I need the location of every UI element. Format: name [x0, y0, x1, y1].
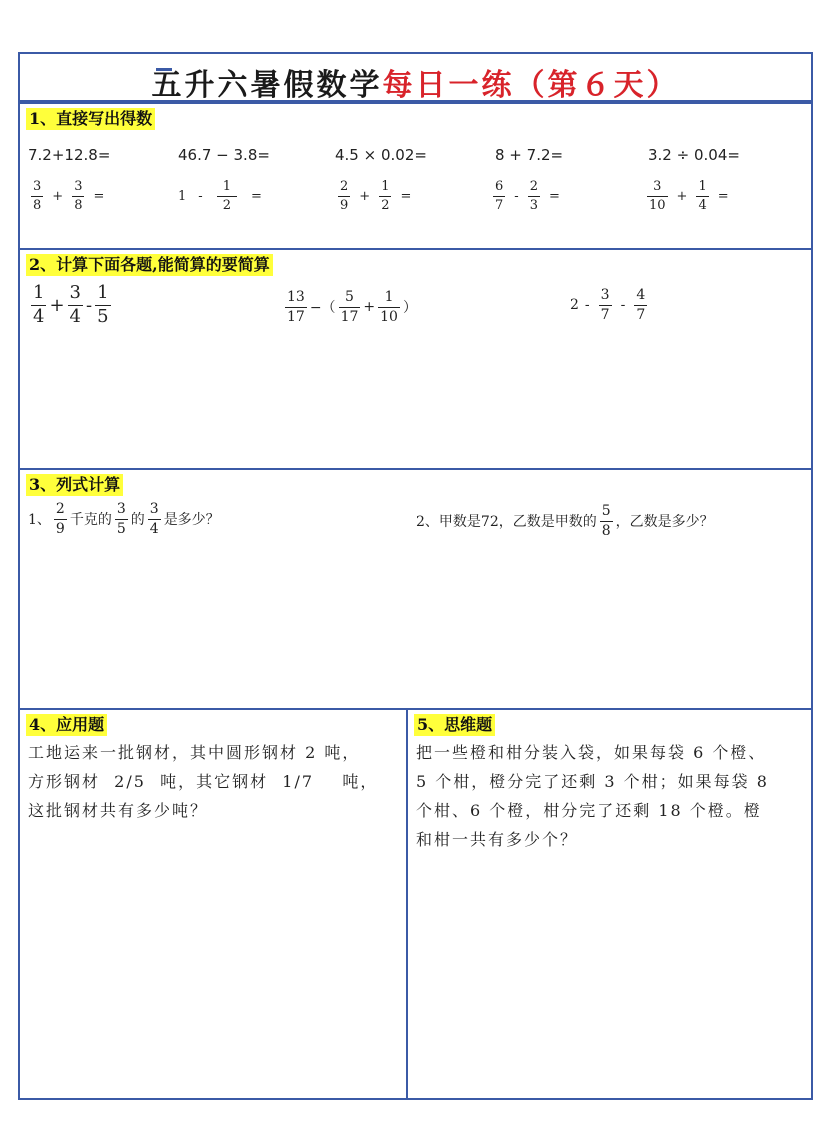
q1-expr-4: 8 + 7.2=	[495, 146, 564, 164]
q1-frac-expr-1: $\frac{3}{8}$ + $\frac{3}{8}$ =	[33, 179, 105, 213]
fraction: $\frac{3}{7}$	[600, 287, 610, 323]
fraction: $\frac{2}{3}$	[529, 179, 538, 213]
section-thinking	[406, 708, 813, 1100]
q1-expr-3: 4.5 × 0.02=	[335, 146, 427, 164]
title-part-black: 五升六暑假数学	[151, 68, 383, 103]
fraction: $\frac{3}{5}$	[116, 501, 126, 537]
fraction: $\frac{1}{2}$	[217, 180, 237, 212]
fraction: $\frac{1}{4}$	[698, 179, 707, 213]
fraction: $\frac{6}{7}$	[495, 179, 504, 213]
q1-expr-5: 3.2 ÷ 0.04=	[648, 146, 740, 164]
fraction: $\frac{5}{17}$	[340, 289, 359, 325]
q1-expr-2: 46.7 − 3.8=	[178, 146, 270, 164]
q1-frac-expr-5: $\frac{3}{10}$ + $\frac{1}{4}$ =	[649, 179, 729, 213]
fraction: $\frac{1}{2}$	[381, 179, 390, 213]
section2-label: 2、计算下面各题,能简算的要简算	[26, 254, 273, 276]
fraction: $\frac{3}{8}$	[33, 179, 42, 213]
fraction: $\frac{5}{8}$	[601, 503, 611, 539]
fraction: $\frac{2}{9}$	[55, 501, 65, 537]
title-part-red: 每日一练（第６天）	[382, 68, 680, 103]
fraction: $\frac{3}{4}$	[69, 282, 81, 327]
section3-label: 3、列式计算	[26, 474, 123, 496]
fraction: $\frac{3}{4}$	[149, 501, 159, 537]
simplify-problem-1: $\frac{1}{4}$ + $\frac{3}{4}$ - $\frac{1}{5}$	[33, 282, 109, 327]
section-direct-answers	[18, 102, 813, 250]
application-problem-text: 工地运来一批钢材，其中圆形钢材 2 吨， 方形钢材 2/5 吨，其它钢材 1/7 吨， 这批钢材共有多少吨？	[28, 743, 379, 820]
fraction: $\frac{3}{8}$	[74, 179, 83, 213]
simplify-problem-2: $\frac{13}{17}$ −（ $\frac{5}{17}$ + $\frac{1}{10}$ ）	[287, 289, 417, 325]
q1-frac-expr-2: 1 - $\frac{1}{2}$ =	[178, 179, 262, 213]
simplify-problem-3: 2 - $\frac{3}{7}$ - $\frac{4}{7}$	[570, 287, 646, 323]
thinking-problem-text: 把一些橙和柑分装入袋，如果每袋 6 个橙、 5 个柑，橙分完了还剩 3 个柑；如果每袋 8 个柑、6 个橙，柑分完了还剩 18 个橙。橙 和柑一共有多少个？	[416, 743, 769, 849]
fraction: $\frac{3}{10}$	[649, 179, 666, 213]
fraction: $\frac{1}{4}$	[33, 282, 45, 327]
title-box	[18, 52, 813, 102]
fraction: $\frac{1}{5}$	[97, 282, 109, 327]
q1-frac-expr-3: $\frac{2}{9}$ + $\frac{1}{2}$ =	[340, 179, 412, 213]
fraction: $\frac{13}{17}$	[287, 289, 305, 325]
section4-label: 4、应用题	[26, 714, 107, 736]
q1-frac-expr-4: $\frac{6}{7}$ - $\frac{2}{3}$ =	[495, 179, 560, 213]
fraction: $\frac{1}{10}$	[380, 289, 398, 325]
section1-label: 1、直接写出得数	[26, 108, 155, 130]
section-simplify	[18, 248, 813, 470]
fraction: $\frac{4}{7}$	[636, 287, 646, 323]
section5-label: 5、思维题	[414, 714, 495, 736]
section-application	[18, 708, 408, 1100]
page-title	[20, 60, 811, 104]
formula-question-2: 2、甲数是72，乙数是甲数的 $\frac{5}{8}$ ，乙数是多少？	[416, 503, 714, 539]
section-formula-calc	[18, 468, 813, 710]
formula-question-1: 1、 $\frac{2}{9}$ 千克的 $\frac{3}{5}$ 的 $\frac{3}{4}$ 是多少？	[28, 501, 220, 537]
fraction: $\frac{2}{9}$	[340, 179, 349, 213]
q1-expr-1: 7.2+12.8=	[28, 146, 111, 164]
